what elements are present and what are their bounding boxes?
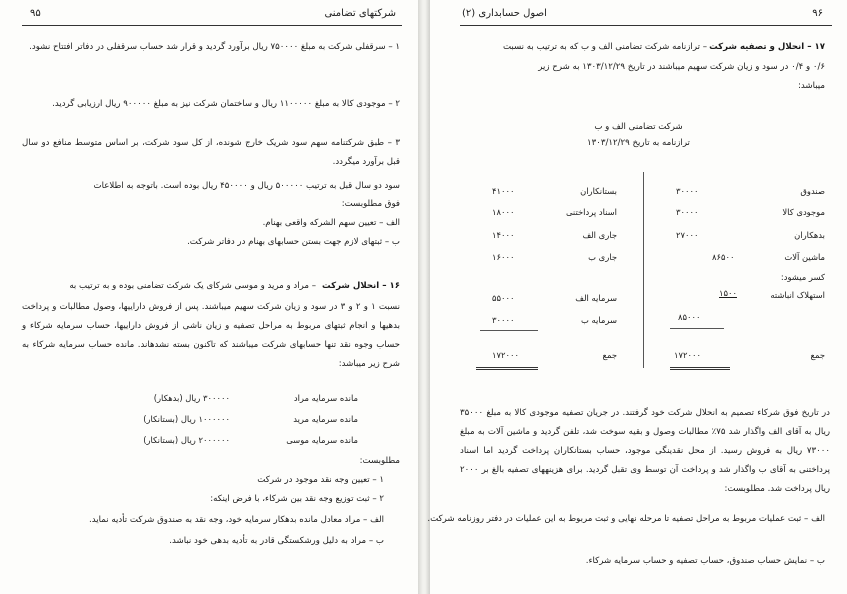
case-a: الف – مراد معادل مانده بدهکار سرمایه خود، وجه نقد به صندوق شرکت تأدیه نماید. bbox=[89, 515, 384, 525]
left-header-rule bbox=[22, 25, 402, 26]
profit-line-1: سود دو سال قبل به ترتیب ۵۰۰۰۰۰ ریال و ۴۵۰۰۰۰ ریال بوده است. باتوجه به اطلاعات bbox=[93, 181, 400, 191]
capital-value-be: ۳۰۰۰۰ bbox=[492, 315, 515, 325]
balance-value-mousa: ۲۰۰۰۰۰۰ ریال (بستانکار) bbox=[143, 435, 230, 445]
capital-value-alef: ۵۵۰۰۰ bbox=[492, 293, 515, 303]
liability-value-notes-payable: ۱۸۰۰۰ bbox=[492, 207, 515, 217]
depreciation-label: استهلاک انباشته bbox=[770, 290, 825, 300]
right-header-rule bbox=[460, 25, 832, 26]
right-requirement-a: الف – ثبت عملیات مربوط به مراحل تصفیه تا مرحله نهایی و ثبت مربوط به این عملیات در دفتر روزنامه شرکت. bbox=[427, 514, 825, 524]
task-1: ۱ – تعیین وجه نقد موجود در شرکت bbox=[257, 475, 384, 485]
balance-value-morid: ۱۰۰۰۰۰۰ ریال (بستانکار) bbox=[143, 414, 230, 424]
asset-label-inventory: موجودی کالا bbox=[782, 207, 825, 217]
machinery-net-value: ۸۵۰۰۰ bbox=[678, 312, 701, 322]
balance-label-mousa: مانده سرمایه موسی bbox=[286, 435, 358, 445]
assets-subtotal-rule bbox=[670, 328, 724, 329]
capital-label-alef: سرمایه الف bbox=[575, 293, 617, 303]
asset-value-machinery: ۸۶۵۰۰ bbox=[712, 252, 735, 262]
left-requirement-b: ب – ثبتهای لازم جهت بستن حسابهای بهنام در دفاتر شرکت. bbox=[187, 237, 400, 247]
problem-16-body: نسبت ۱ و ۲ و ۳ در سود و زیان شرکت سهیم میباشند. پس از فروش داراییها، وصول مطالبات و پرداخت بدهیها و انجام ثبتهای مربوط به مراحل تصفیه و زیان ناشی از فروش داراییها، حساب سرمایه شرکاء و حساب وجوه نقد تنها حسابهای شرکت میباشند که تاکنون بسته نشدهاند. مانده حساب سرمایه شرکاء به شرح زیر میباشد: bbox=[22, 302, 400, 369]
total-label-liabilities: جمع bbox=[602, 350, 617, 360]
balance-sheet-title: شرکت تضامنی الف و ب bbox=[594, 122, 683, 132]
asset-label-machinery: ماشین آلات bbox=[784, 252, 825, 262]
book-gutter bbox=[418, 0, 430, 594]
depreciation-value: ۱۵۰۰ bbox=[719, 288, 737, 298]
balance-value-morad: ۳۰۰۰۰۰ ریال (بدهکار) bbox=[153, 393, 230, 403]
asset-value-receivables: ۲۷۰۰۰ bbox=[676, 230, 699, 240]
total-value-liabilities: ۱۷۲۰۰۰ bbox=[492, 350, 519, 360]
assets-total-double-rule bbox=[670, 367, 730, 370]
deduction-label: کسر میشود: bbox=[780, 272, 825, 282]
liability-value-current-alef: ۱۴۰۰۰ bbox=[492, 230, 515, 240]
problem-16-line-1: – مراد و مرید و موسی شرکای یک شرکت تضامنی بوده و به ترتیب به bbox=[69, 281, 316, 291]
balance-label-morad: مانده سرمایه مراد bbox=[293, 393, 358, 403]
left-item-3: ۳ – طبق شرکتنامه سهم سود شریک خارج شونده، از کل سود شرکت، بر اساس متوسط منافع دو سال قبل برآورد میگردد. bbox=[22, 138, 400, 167]
balance-label-morid: مانده سرمایه مرید bbox=[293, 414, 358, 424]
required-label: مطلوبست: bbox=[359, 456, 400, 466]
asset-label-cash: صندوق bbox=[800, 186, 825, 196]
right-header-title: اصول حسابداری (۲) bbox=[462, 8, 547, 19]
capital-label-be: سرمایه ب bbox=[580, 315, 617, 325]
right-page bbox=[427, 0, 847, 594]
case-b: ب – مراد به دلیل ورشکستگی قادر به تأدیه بدهی خود نباشد. bbox=[169, 536, 384, 546]
liabilities-subtotal-rule bbox=[480, 330, 538, 331]
right-requirement-b: ب – نمایش حساب صندوق، حساب تصفیه و حساب سرمایه شرکاء. bbox=[585, 556, 825, 566]
liabilities-total-double-rule bbox=[476, 367, 538, 370]
right-page-number: ۹۶ bbox=[812, 8, 823, 19]
left-item-2: ۲ – موجودی کالا به مبلغ ۱۱۰۰۰۰۰ ریال و ساختمان شرکت نیز به مبلغ ۹۰۰۰۰۰ ریال ارزیابی گردید. bbox=[52, 99, 400, 109]
balance-sheet-subtitle: ترازنامه به تاریخ ۱۳۰۳/۱۲/۲۹ bbox=[587, 138, 690, 148]
balance-sheet-divider bbox=[643, 172, 644, 368]
liability-label-creditors: بستانکاران bbox=[580, 186, 617, 196]
problem-17-line-3: میباشد: bbox=[797, 81, 825, 91]
problem-17-narrative: در تاریخ فوق شرکاء تصمیم به انحلال شرکت خود گرفتند. در جریان تصفیه موجودی کالا به مبلغ ۳۵۰۰۰ ریال به آقای الف واگذار شد ۷۵٪ مطالبات وصول و بقیه سوخت شد، تلفن گردید و ماشین آلات به مبلغ ۷۳۰۰۰ ریال به فروش رسید. از محل نقدینگی موجود، حساب بستانکاران پرداخت گردید اما اسناد پرداختنی به آقای ب واگذار شد و پرداخت آن توسط وی تقبل گردید. برای هزینههای تصفیه بالغ بر ۲۰۰۰ ریال پرداخت شد. مطلوبست: bbox=[460, 408, 830, 494]
liability-label-current-alef: جاری الف bbox=[582, 230, 617, 240]
total-label-assets: جمع bbox=[810, 350, 825, 360]
left-requirement-a: الف – تعیین سهم الشرکه واقعی بهنام. bbox=[262, 218, 400, 228]
asset-value-inventory: ۳۰۰۰۰ bbox=[676, 207, 699, 217]
profit-line-2: فوق مطلوبست: bbox=[341, 199, 400, 209]
problem-16-heading: ۱۶ – انحلال شرکت bbox=[321, 281, 400, 291]
total-value-assets: ۱۷۲۰۰۰ bbox=[674, 350, 701, 360]
problem-17-heading: ۱۷ – انحلال و تصفیه شرکت bbox=[709, 42, 825, 52]
left-page-number: ۹۵ bbox=[30, 8, 41, 19]
asset-value-cash: ۳۰۰۰۰ bbox=[676, 186, 699, 196]
problem-17-line-1: – ترازنامه شرکت تضامنی الف و ب که به ترتیب به نسبت bbox=[502, 42, 707, 52]
left-item-1: ۱ – سرقفلی شرکت به مبلغ ۷۵۰۰۰۰ ریال برآورد گردید و قرار شد حساب سرقفلی در دفاتر افتتاح نشود. bbox=[29, 42, 400, 52]
liability-value-current-be: ۱۶۰۰۰ bbox=[492, 252, 515, 262]
liability-value-creditors: ۴۱۰۰۰ bbox=[492, 186, 515, 196]
asset-label-receivables: بدهکاران bbox=[794, 230, 825, 240]
left-page bbox=[0, 0, 418, 594]
problem-17-line-2: ۰/۶ و ۰/۴ در سود و زیان شرکت سهیم میباشند در تاریخ ۱۳۰۳/۱۲/۲۹ به شرح زیر bbox=[538, 62, 825, 72]
liability-label-notes-payable: اسناد پرداختنی bbox=[565, 207, 617, 217]
liability-label-current-be: جاری ب bbox=[588, 252, 617, 262]
task-2: ۲ – ثبت توزیع وجه نقد بین شرکاء، با فرض اینکه: bbox=[210, 494, 384, 504]
left-header-title: شرکتهای تضامنی bbox=[324, 8, 396, 19]
